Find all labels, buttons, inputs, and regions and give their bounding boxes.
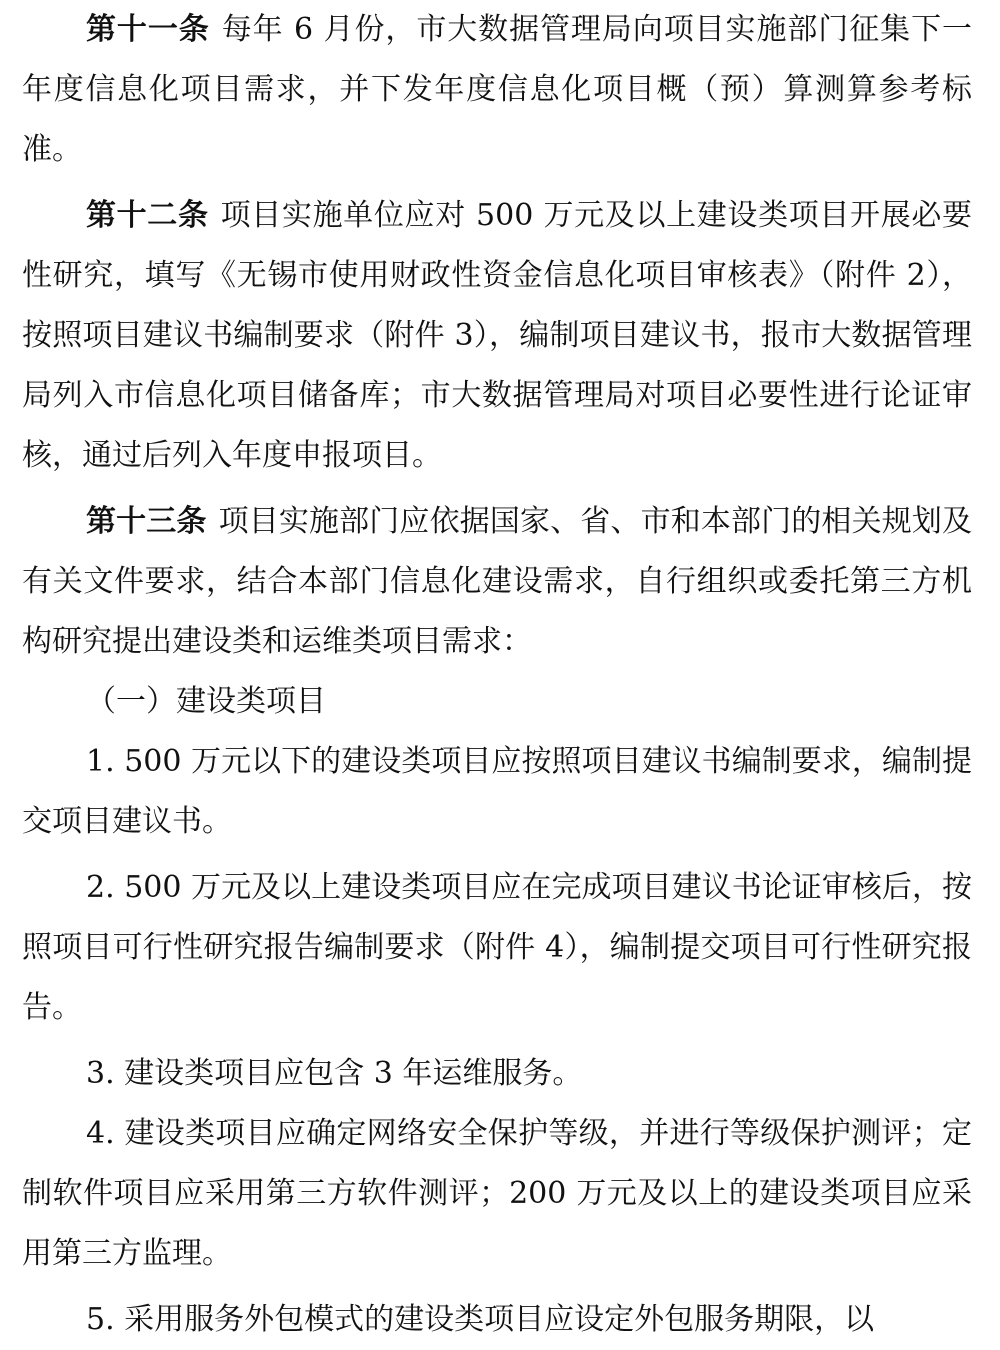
article-11-text: 每年 6 月份，市大数据管理局向项目实施部门征集下一年度信息化项目需求，并下发年度信息化项目概（预）算测算参考标准。: [22, 12, 973, 167]
article-13-text: 项目实施部门应依据国家、省、市和本部门的相关规划及有关文件要求，结合本部门信息化建设需求，自行组织或委托第三方机构研究提出建设类和运维类项目需求：: [22, 504, 973, 659]
item-5: [22, 1290, 972, 1350]
item-2-text: 2. 500 万元及以上建设类项目应在完成项目建议书论证审核后，按照项目可行性研究报告编制要求（附件 4），编制提交项目可行性研究报告。: [22, 870, 972, 1025]
article-13: [22, 492, 972, 672]
article-12: [22, 186, 972, 486]
item-5-text: 5. 采用服务外包模式的建设类项目应设定外包服务期限，以: [86, 1302, 875, 1337]
item-4-text: 4. 建设类项目应确定网络安全保护等级，并进行等级保护测评；定制软件项目应采用第三方软件测评；200 万元及以上的建设类项目应采用第三方监理。: [22, 1116, 972, 1271]
section-construction-heading: [22, 672, 972, 732]
article-11: [22, 0, 972, 180]
item-3-text: 3. 建设类项目应包含 3 年运维服务。: [86, 1056, 583, 1091]
item-2: [22, 858, 972, 1038]
item-1: [22, 732, 972, 852]
article-11-label: 第十一条: [86, 12, 210, 47]
document-page: [22, 0, 972, 1350]
item-1-text: 1. 500 万元以下的建设类项目应按照项目建议书编制要求，编制提交项目建议书。: [22, 744, 972, 839]
item-4: [22, 1104, 972, 1284]
article-12-text: 项目实施单位应对 500 万元及以上建设类项目开展必要性研究，填写《无锡市使用财政性资金信息化项目审核表》（附件 2），按照项目建议书编制要求（附件 3），编制项目建议书，报市大数据管理局列入市信息化项目储备库；市大数据管理局对项目必要性进行论证审核，通过后列入年度申报项目。: [22, 198, 972, 473]
item-3: [22, 1044, 972, 1104]
article-12-label: 第十二条: [86, 198, 209, 233]
article-13-label: 第十三条: [86, 504, 207, 539]
section-construction-heading-text: （一）建设类项目: [86, 684, 326, 719]
